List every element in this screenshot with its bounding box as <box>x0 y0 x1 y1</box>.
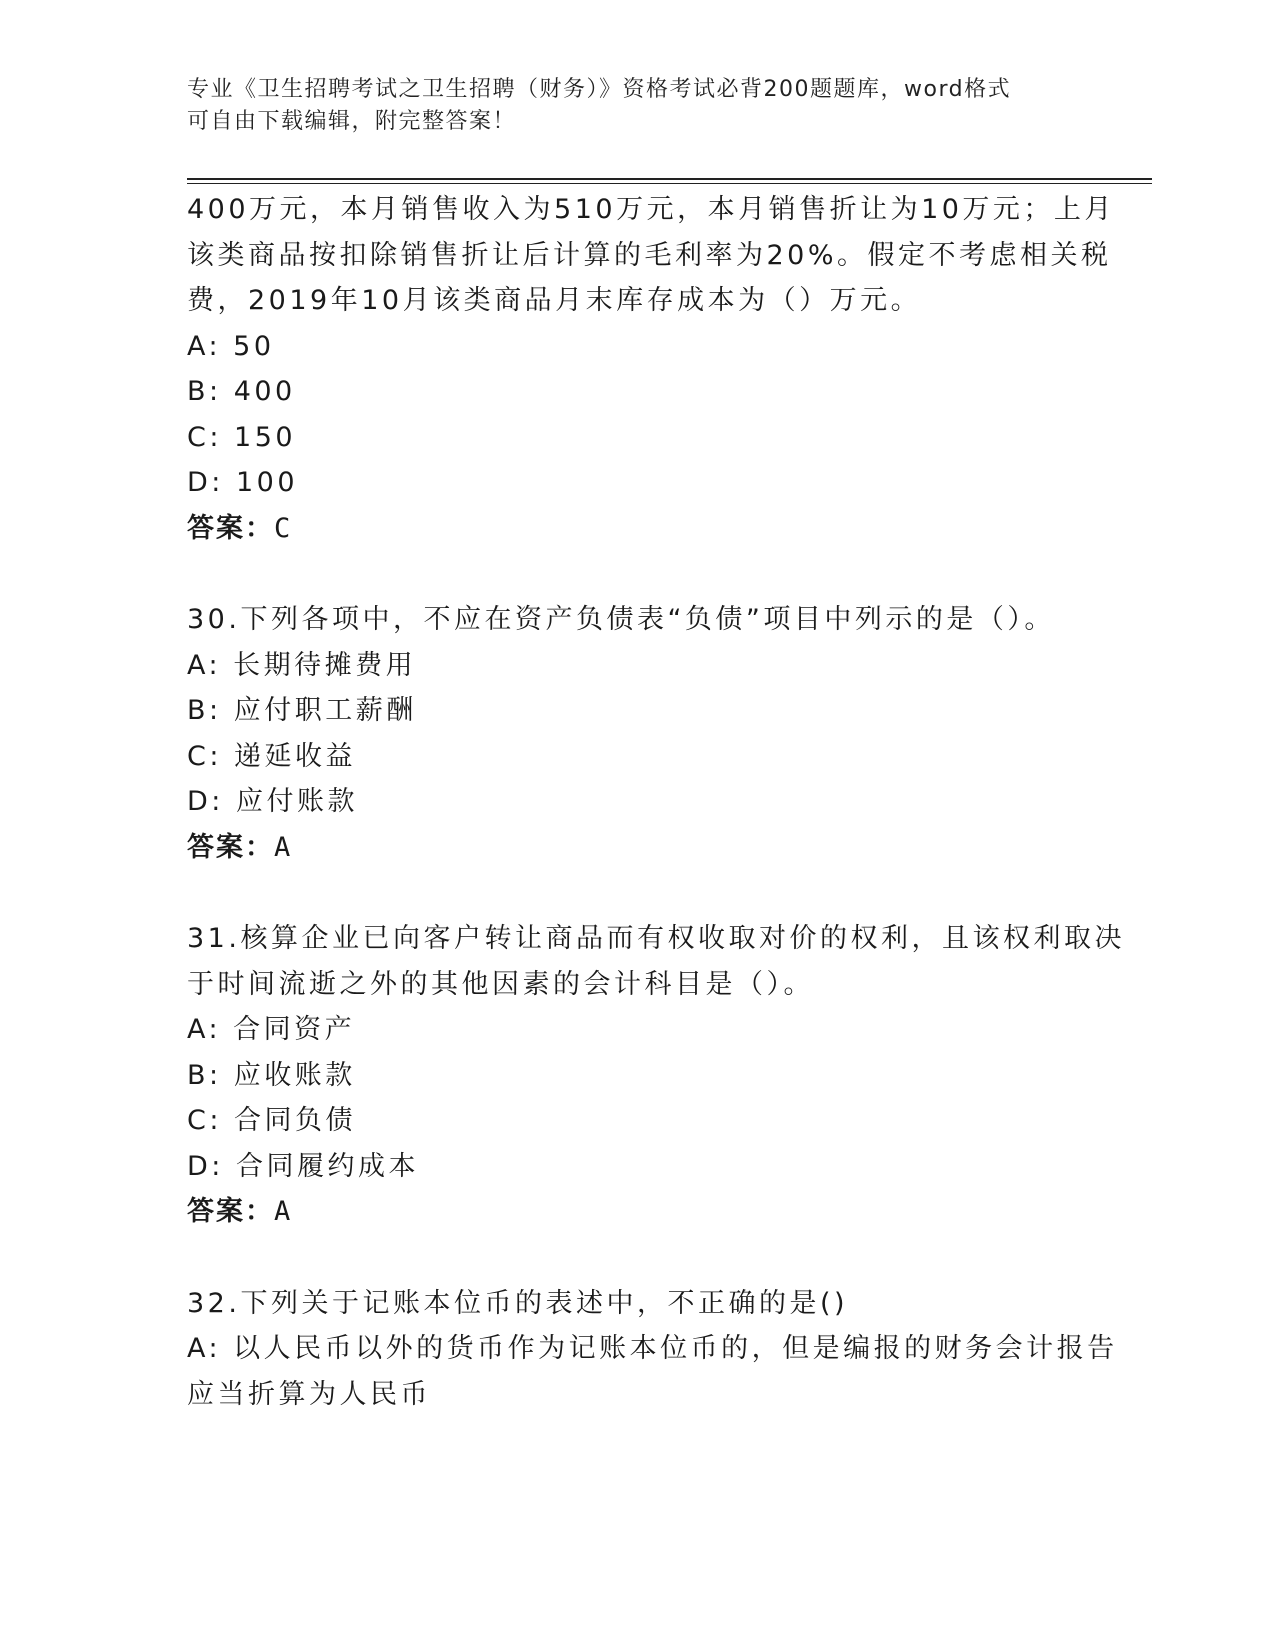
answer-label: 答案： <box>187 512 274 544</box>
option-c: C: 合同负债 <box>187 1105 357 1136</box>
option-d: D: 合同履约成本 <box>187 1150 419 1182</box>
option-a: A: 以人民币以外的货币作为记账本位币的，但是编报的财务会计报告 <box>187 1333 1118 1364</box>
question-stem-line: 该类商品按扣除销售折让后计算的毛利率为20%。假定不考虑相关税 <box>187 239 1112 271</box>
option-a: A: 长期待摊费用 <box>187 649 417 681</box>
option-c: C: 150 <box>187 421 297 453</box>
header-divider-thick <box>187 178 1152 180</box>
question-stem-line: 32.下列关于记账本位币的表述中，不正确的是() <box>187 1287 849 1319</box>
option-a: A: 50 <box>187 330 275 362</box>
question-list <box>187 187 1125 1417</box>
header-line-1: 专业《卫生招聘考试之卫生招聘（财务）》资格考试必背200题题库，word格式 <box>187 77 1012 102</box>
question-stem-line: 30.下列各项中，不应在资产负债表“负债”项目中列示的是（）。 <box>187 604 1055 635</box>
answer <box>187 506 1077 552</box>
answer <box>187 825 1077 871</box>
question-stem-line: 400万元，本月销售收入为510万元，本月销售折让为10万元；上月 <box>187 194 1115 225</box>
question-29 <box>187 187 1115 551</box>
answer-value: C <box>274 512 292 544</box>
option-c: C: 递延收益 <box>187 740 357 772</box>
option-d: D: 应付账款 <box>187 786 358 817</box>
option-a-continued: 应当折算为人民币 <box>187 1378 431 1410</box>
question-30 <box>187 597 1077 870</box>
answer-label: 答案： <box>187 1196 274 1227</box>
question-32 <box>187 1281 1118 1418</box>
option-b: B: 400 <box>187 376 296 407</box>
header-divider-thin <box>187 183 1152 184</box>
header-line-2: 可自由下载编辑，附完整答案！ <box>187 109 517 134</box>
question-stem-line: 于时间流逝之外的其他因素的会计科目是（）。 <box>187 968 814 1000</box>
question-31 <box>187 916 1125 1235</box>
option-b: B: 应收账款 <box>187 1059 356 1091</box>
question-stem-line: 31.核算企业已向客户转让商品而有权收取对价的权利，且该权利取决 <box>187 923 1125 954</box>
answer-value: A <box>274 831 292 863</box>
question-stem-line: 费，2019年10月该类商品月末库存成本为（）万元。 <box>187 285 922 316</box>
option-d: D: 100 <box>187 467 299 498</box>
answer <box>187 1189 1077 1235</box>
answer-label: 答案： <box>187 831 274 863</box>
document-header <box>187 74 1067 138</box>
option-b: B: 应付职工薪酬 <box>187 695 417 726</box>
option-a: A: 合同资产 <box>187 1014 356 1045</box>
answer-value: A <box>274 1196 292 1227</box>
